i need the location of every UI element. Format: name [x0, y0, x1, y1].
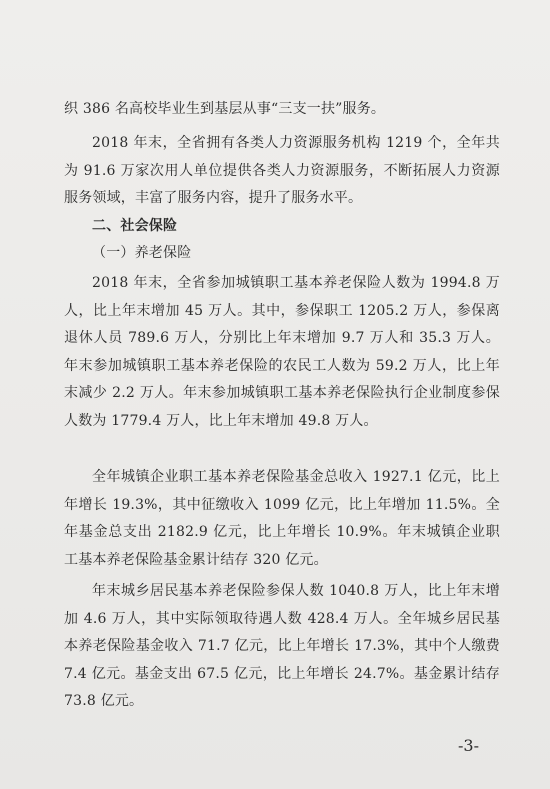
paragraph-resident-pension: 年末城乡居民基本养老保险参保人数 1040.8 万人，比上年末增加 4.6 万人，其中实际领取待遇人数 428.4 万人。全年城乡居民基本养老保险基金收入 71.7 亿元，比上年增长 17.3%，其中个人缴费 7.4 亿元。基金支出 67.5 亿元，比上年增长 24.7%。基金累计结存 73.8 亿元。: [64, 583, 500, 709]
section-heading-social-insurance: 二、社会保险: [92, 218, 178, 234]
paragraph-pension-fund: 全年城镇企业职工基本养老保险基金总收入 1927.1 亿元，比上年增长 19.3%，其中征缴收入 1099 亿元，比上年增加 11.5%。全年基金总支出 2182.9 亿元，比上年增长 10.9%。年末城镇企业职工基本养老保险基金累计结存 320 亿元。: [64, 469, 500, 568]
paragraph-pension-enrollment: 2018 年末，全省参加城镇职工基本养老保险人数为 1994.8 万人，比上年末增加 45 万人。其中，参保职工 1205.2 万人，参保离退休人员 789.6 万人，分别比上年末增加 9.7 万人和 35.3 万人。年末参加城镇职工基本养老保险的农民工人数为 59.2 万人，比上年末减少 2.2 万人。年末参加城镇职工基本养老保险执行企业制度参保人数为 1779.4 万人，比上年末增加 49.8 万人。: [64, 275, 500, 429]
paragraph-continuation: 织 386 名高校毕业生到基层从事“三支一扶”服务。: [64, 101, 386, 117]
page-number: -3-: [458, 736, 479, 755]
subsection-heading-pension: （一）养老保险: [92, 245, 192, 261]
paragraph-hr-services: 2018 年末，全省拥有各类人力资源服务机构 1219 个，全年共为 91.6 万家次用人单位提供各类人力资源服务，不断拓展人力资源服务领域，丰富了服务内容，提升了服务水平。: [64, 135, 500, 206]
